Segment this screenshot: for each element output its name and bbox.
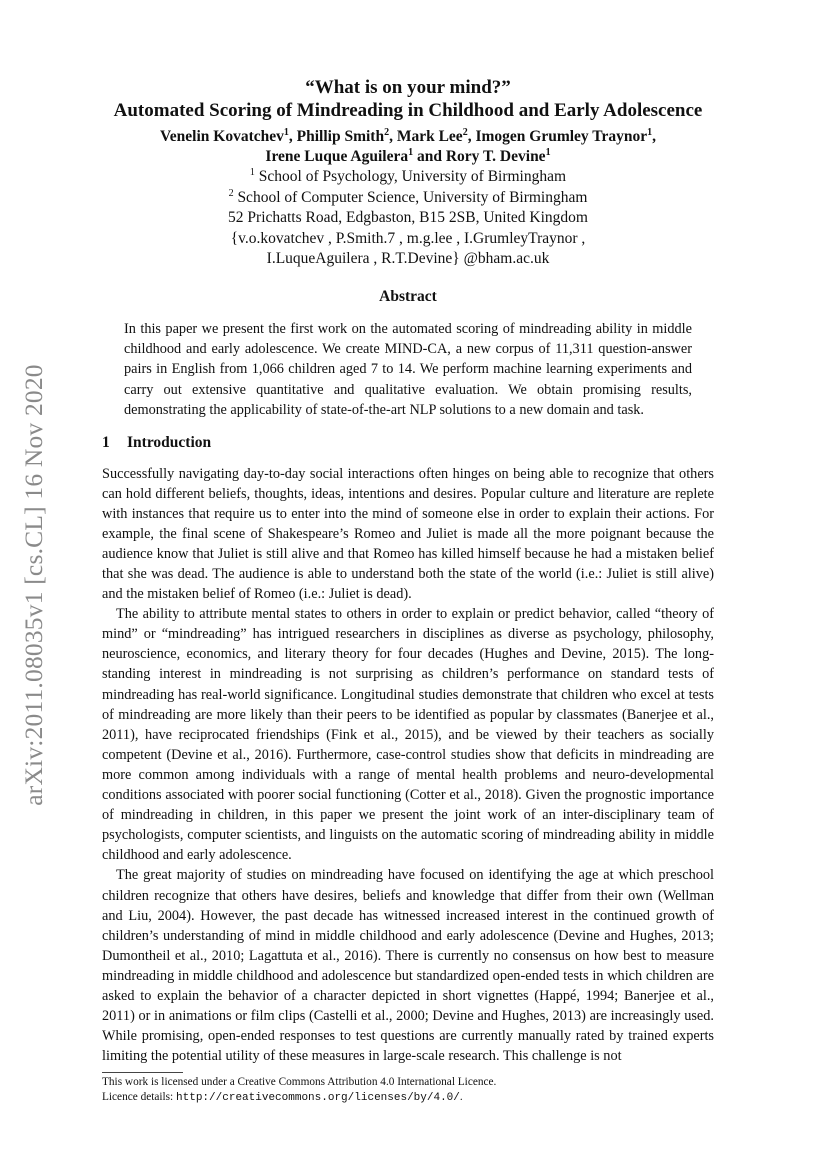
- abstract-text: In this paper we present the first work on the automated scoring of mindreading ability in middle childhood and early adolescence. We create MIND-CA, a new corpus of 11,311 question-answer pairs in English from 1,066 children aged 7 to 14. We perform machine learning experiments and carry out extensive quantitative and qualitative evaluation. We obtain promising results, demonstrating the applicability of state-of-the-art NLP solutions to a new domain and task.: [124, 320, 692, 419]
- section-heading-introduction: [102, 433, 714, 453]
- affiliations: [102, 167, 714, 270]
- intro-paragraph-1: Successfully navigating day-to-day social interactions often hinges on being able to recognize that others can hold different beliefs, thoughts, ideas, intentions and desires. Popular culture and literature are replete with instances that require us to enter into the mind of someone else in order to explain their actions. For example, the final scene of Shakespeare’s Romeo and Juliet is made all the more poignant because the audience know that Juliet is still alive and that Romeo has killed himself because he had a mistaken belief that she was dead. The audience is able to understand both the state of the world (i.e.: Juliet is still alive) and the mistaken belief of Romeo (i.e.: Juliet is dead).: [102, 465, 714, 603]
- affiliation-1: $^1$ School of Psychology, University of Birmingham: [249, 166, 567, 185]
- author-emails-line-2: I.LuqueAguilera , R.T.Devine} @bham.ac.uk: [266, 250, 550, 267]
- license-details-label: Licence details:: [102, 1090, 174, 1103]
- affiliation-address: 52 Prichatts Road, Edgbaston, B15 2SB, United Kingdom: [228, 209, 588, 226]
- author-name: Mark Lee: [396, 128, 463, 145]
- author-name: Irene Luque Aguilera: [265, 148, 409, 165]
- license-statement: This work is licensed under a Creative Commons Attribution 4.0 International Licence.: [102, 1076, 497, 1089]
- title-line-1: “What is on your mind?”: [305, 77, 511, 98]
- section-number: 1: [102, 433, 110, 451]
- author-name: Phillip Smith: [296, 128, 385, 145]
- title-line-2: Automated Scoring of Mindreading in Childhood and Early Adolescence: [113, 100, 703, 121]
- affiliation-2: $^2$ School of Computer Science, University of Birmingham: [228, 187, 588, 206]
- author-list: Venelin Kovatchev$^1$, Phillip Smith$^2$, Mark Lee$^2$, Imogen Grumley Traynor$^1$, Irene Luque Aguilera$^1$ and Rory T. Devine$^1$: [160, 126, 656, 165]
- author-name: Rory T. Devine: [445, 148, 546, 165]
- abstract-heading: Abstract: [379, 287, 437, 305]
- author-conjunction: and: [416, 148, 442, 165]
- author-emails-line-1: {v.o.kovatchev , P.Smith.7 , m.g.lee , I.GrumleyTraynor ,: [230, 229, 586, 247]
- intro-paragraph-3: The great majority of studies on mindreading have focused on identifying the age at which preschool children recognize that others have desires, beliefs and knowledge that differ from their own (Wellman and Liu, 2004). However, the past decade has witnessed increased interest in the continued growth of children’s understanding of mind in middle childhood and early adolescence (Devine and Hughes, 2013; Dumontheil et al., 2010; Lagattuta et al., 2016). There is currently no consensus on how best to measure mindreading in middle childhood and adolescence but standardized open-ended tests in which children are asked to explain the behavior of a character depicted in short vignettes (Happé, 1994; Banerjee et al., 2011) or in animations or film clips (Castelli et al., 2000; Devine and Hughes, 2013) are increasingly used. While promising, open-ended responses to test questions are currently manually rated by trained experts limiting the potential utility of these measures in large-scale research. This challenge is not: [102, 867, 714, 1065]
- arxiv-identifier-stamp: arXiv:2011.08035v1 [cs.CL] 16 Nov 2020: [19, 364, 48, 806]
- license-footnote: This work is licensed under a Creative Commons Attribution 4.0 International Licence. Licence details: http://creativecommons.org/licenses/by/4.0/.: [102, 1076, 497, 1104]
- paper-title: [102, 76, 714, 122]
- license-url-link[interactable]: http://creativecommons.org/licenses/by/4.0/: [176, 1091, 460, 1104]
- paper-page: [102, 76, 714, 1105]
- author-name: Imogen Grumley Traynor: [475, 128, 648, 145]
- intro-paragraph-2: The ability to attribute mental states to others in order to explain or predict behavior, called “theory of mind” or “mindreading” has intrigued researchers in disciplines as diverse as psychology, philosophy, neuroscience, economics, and literary theory for four decades (Hughes and Devine, 2015). The long-standing interest in mindreading is not surprising as children’s performance on standard tests of mindreading has real-world significance. Longitudinal studies demonstrate that children who excel at tests of mindreading are more likely than their peers to be identified as popular by classmates (Banerjee et al., 2011), have reciprocated friendships (Fink et al., 2015), and be viewed by their teachers as socially competent (Devine et al., 2016). Furthermore, case-control studies show that deficits in mindreading are more common among individuals with a range of mental health problems and neuro-developmental conditions associated with poorer social functioning (Cotter et al., 2018). Given the prognostic importance of mindreading in children, in this paper we present the joint work of an inter-disciplinary team of psychologists, computer scientists, and linguists on the automatic scoring of mindreading ability in middle childhood and early adolescence.: [102, 606, 714, 864]
- footnote-divider: [102, 1072, 183, 1073]
- section-title: Introduction: [127, 433, 212, 451]
- author-name: Venelin Kovatchev: [160, 128, 284, 145]
